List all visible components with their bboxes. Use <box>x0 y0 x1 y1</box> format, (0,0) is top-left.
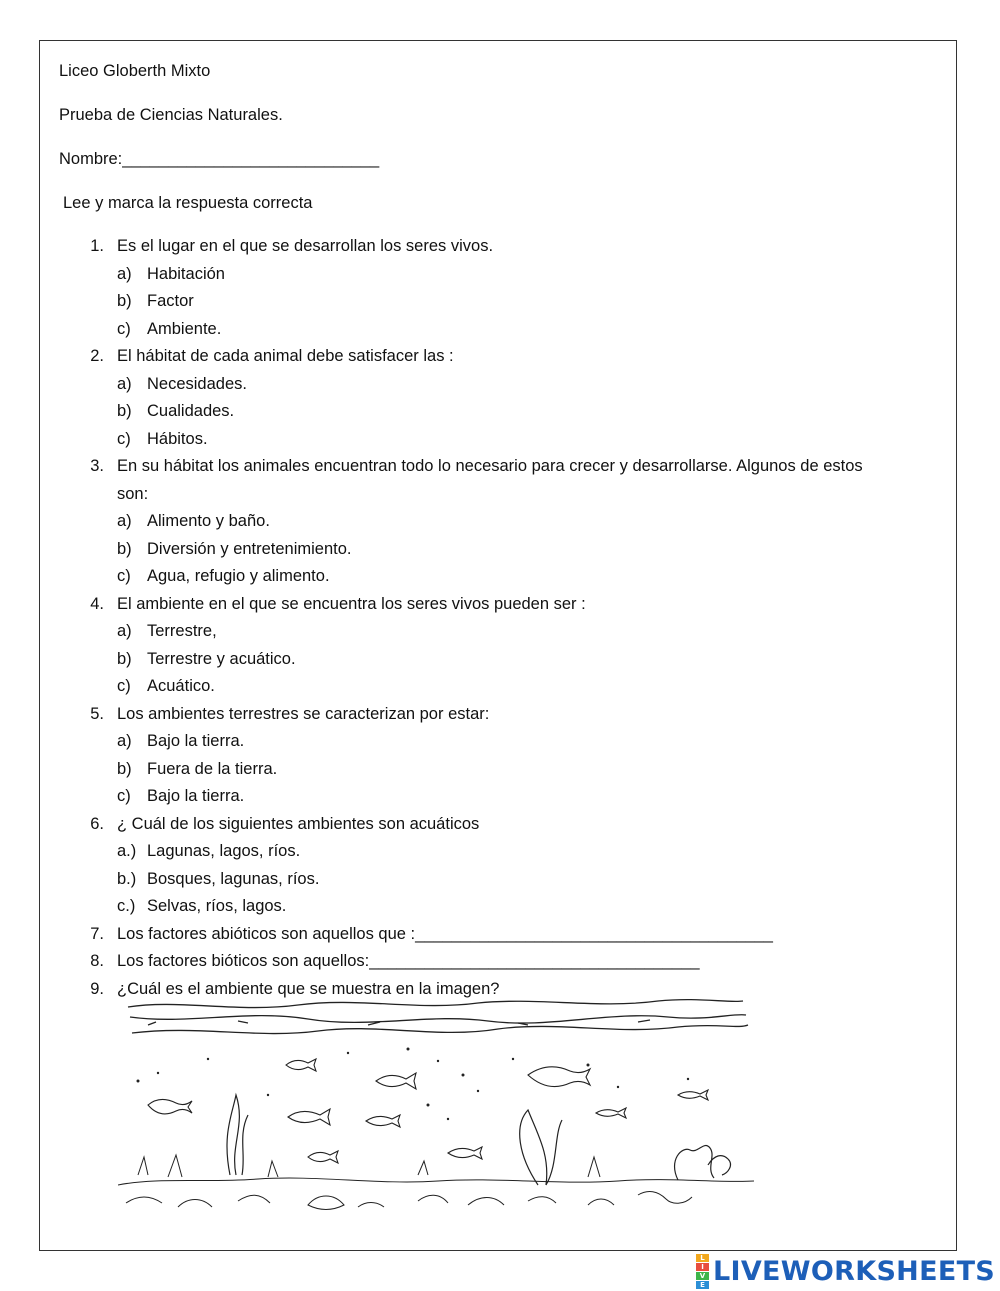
question-text[interactable]: Los factores bióticos son aquellos:____________________________________ <box>117 952 700 970</box>
question-text[interactable]: Los factores abióticos son aquellos que :_______________________________________ <box>117 924 773 943</box>
question-text: El ambiente en el que se encuentra los seres vivos pueden ser : <box>117 594 586 613</box>
answer-option[interactable] <box>117 621 517 641</box>
option-letter: c) <box>117 319 131 338</box>
option-letter: c.) <box>117 897 136 915</box>
option-letter: a) <box>117 374 132 393</box>
answer-option[interactable] <box>117 869 517 889</box>
question-text: Es el lugar en el que se desarrollan los seres vivos. <box>117 237 494 255</box>
option-letter: a) <box>117 732 132 750</box>
answer-option[interactable] <box>117 264 517 284</box>
option-text: Alimento y baño. <box>147 512 270 530</box>
answer-option[interactable] <box>117 896 517 916</box>
option-letter: c) <box>117 677 131 695</box>
option-text: Bajo la tierra. <box>147 787 245 805</box>
answer-option[interactable] <box>117 841 517 861</box>
option-letter: c) <box>117 787 131 805</box>
option-text: Cualidades. <box>147 402 235 420</box>
option-letter: b) <box>117 649 132 668</box>
logo-blocks-icon <box>696 1254 709 1289</box>
option-text: Acuático. <box>147 677 215 695</box>
option-letter: b) <box>117 292 132 310</box>
option-text: Habitación <box>147 264 225 283</box>
logo-block: V <box>696 1272 709 1280</box>
option-text: Factor <box>147 292 194 310</box>
option-letter: b.) <box>117 869 137 888</box>
option-letter: c) <box>117 567 131 585</box>
question-number: 5. <box>90 704 104 723</box>
logo-block: L <box>696 1254 709 1262</box>
answer-option[interactable] <box>117 566 517 586</box>
name-field[interactable]: Nombre:____________________________ <box>59 150 380 168</box>
logo-block: E <box>696 1281 709 1289</box>
question-number: 7. <box>90 924 104 943</box>
option-letter: b) <box>117 402 132 420</box>
option-text: Agua, refugio y alimento. <box>147 567 330 585</box>
logo-text: LIVEWORKSHEETS <box>713 1255 996 1287</box>
option-text: Terrestre, <box>147 622 217 640</box>
school-name: Liceo Globerth Mixto <box>59 62 211 80</box>
option-letter: b) <box>117 759 132 778</box>
test-title: Prueba de Ciencias Naturales. <box>59 106 283 124</box>
question-number: 6. <box>90 814 104 833</box>
question-number: 9. <box>90 979 104 998</box>
question-text: ¿Cuál es el ambiente que se muestra en la imagen? <box>117 979 500 998</box>
answer-option[interactable] <box>117 319 517 339</box>
option-letter: a) <box>117 512 132 530</box>
question-text: En su hábitat los animales encuentran todo lo necesario para crecer y desarrollarse. Algunos de estos <box>117 457 863 475</box>
option-text: Fuera de la tierra. <box>147 759 278 778</box>
answer-option[interactable] <box>117 291 517 311</box>
option-text: Hábitos. <box>147 429 208 448</box>
option-text: Lagunas, lagos, ríos. <box>147 842 301 860</box>
question-text: ¿ Cuál de los siguientes ambientes son acuáticos <box>117 814 480 833</box>
question-number: 2. <box>90 347 104 365</box>
option-text: Necesidades. <box>147 374 247 393</box>
answer-option[interactable] <box>117 786 517 806</box>
option-text: Terrestre y acuático. <box>147 649 296 668</box>
option-letter: a.) <box>117 842 137 860</box>
question-number: 8. <box>90 952 104 970</box>
question-number: 4. <box>90 594 104 613</box>
option-text: Ambiente. <box>147 319 222 338</box>
question-number: 1. <box>90 237 104 255</box>
answer-option[interactable] <box>117 676 517 696</box>
question-text-continued: son: <box>117 484 149 503</box>
option-letter: a) <box>117 264 132 283</box>
answer-option[interactable] <box>117 539 517 559</box>
answer-option[interactable] <box>117 731 517 751</box>
option-text: Selvas, ríos, lagos. <box>147 897 287 915</box>
option-text: Bajo la tierra. <box>147 732 245 750</box>
option-text: Bosques, lagunas, ríos. <box>147 869 320 888</box>
answer-option[interactable] <box>117 759 517 779</box>
option-text: Diversión y entretenimiento. <box>147 539 352 558</box>
option-letter: a) <box>117 622 132 640</box>
option-letter: b) <box>117 539 132 558</box>
question-text: El hábitat de cada animal debe satisfacer las : <box>117 347 454 365</box>
underwater-scene-icon <box>118 995 754 1225</box>
liveworksheets-logo[interactable] <box>696 1253 996 1289</box>
instruction-text: Lee y marca la respuesta correcta <box>63 194 313 212</box>
answer-option[interactable] <box>117 401 517 421</box>
answer-option[interactable] <box>117 649 517 669</box>
logo-block: I <box>696 1263 709 1271</box>
answer-option[interactable] <box>117 429 517 449</box>
question-number: 3. <box>90 457 104 475</box>
option-letter: c) <box>117 429 131 448</box>
question-text: Los ambientes terrestres se caracterizan por estar: <box>117 704 490 723</box>
answer-option[interactable] <box>117 374 517 394</box>
answer-option[interactable] <box>117 511 517 531</box>
